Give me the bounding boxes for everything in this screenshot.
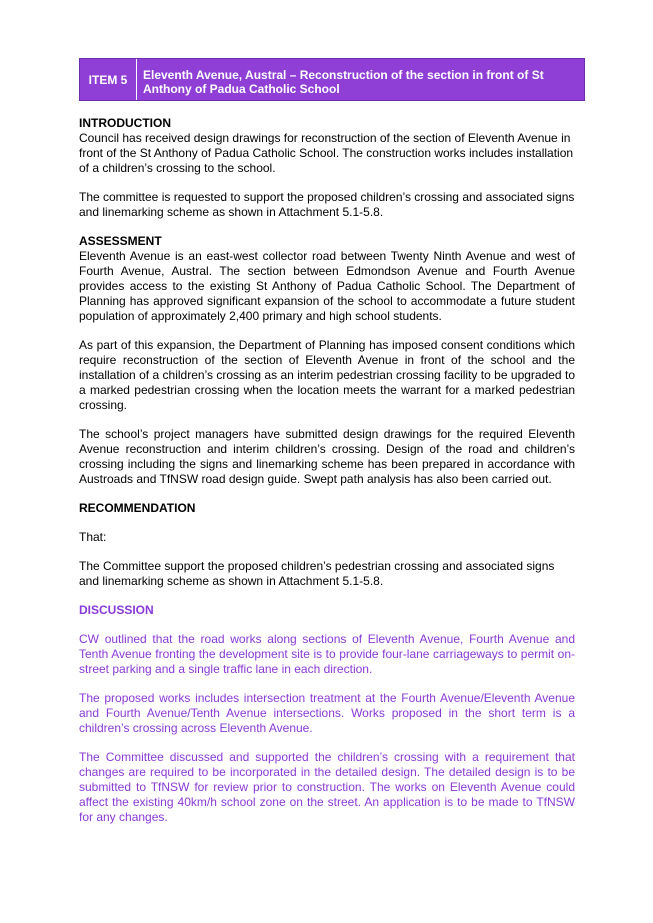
discussion-paragraph-2: The proposed works includes intersection treatment at the Fourth Avenue/Eleventh Avenue and Fourth Avenue/Tenth Avenue intersections. Works proposed in the short term is a children’s crossing across Eleventh Avenue. — [79, 691, 575, 735]
introduction-paragraph-1: Council has received design drawings for reconstruction of the section of Eleventh Avenue in front of the St Anthony of Padua Catholic School. The construction works includes installation of a children’s crossing to the school. — [79, 131, 574, 175]
introduction-heading: INTRODUCTION — [79, 116, 171, 130]
discussion-heading: DISCUSSION — [79, 603, 154, 617]
item-header — [79, 58, 585, 101]
item-number: ITEM 5 — [80, 59, 137, 100]
assessment-paragraph-3: The school’s project managers have submitted design drawings for the required Eleventh Avenue reconstruction and interim children’s crossing. Design of the road and children’s crossing including the signs and linemarking scheme has been prepared in accordance with Austroads and TfNSW road design guide. Swept path analysis has also been carried out. — [79, 427, 575, 486]
assessment-paragraph-2: As part of this expansion, the Department of Planning has imposed consent conditions which require reconstruction of the section of Eleventh Avenue in front of the school and the installation of a children’s crossing as an interim pedestrian crossing facility to be upgraded to a marked pedestrian crossing when the location meets the warrant for a marked pedestrian crossing. — [79, 338, 575, 412]
assessment-paragraph-1: Eleventh Avenue is an east-west collector road between Twenty Ninth Avenue and west of Fourth Avenue, Austral. The section between Edmondson Avenue and Fourth Avenue provides access to the existing St Anthony of Padua Catholic School. The Department of Planning has approved significant expansion of the school to accommodate a future student population of approximately 2,400 primary and high school students. — [79, 249, 575, 323]
discussion-paragraph-3: The Committee discussed and supported the children’s crossing with a requirement that changes are required to be incorporated in the detailed design. The detailed design is to be submitted to TfNSW for review prior to construction. The works on Eleventh Avenue could affect the existing 40km/h school zone on the street. An application is to be made to TfNSW for any changes. — [79, 750, 575, 824]
recommendation-text: The Committee support the proposed children’s pedestrian crossing and associated signs and linemarking scheme as shown in Attachment 5.1-5.8. — [79, 559, 555, 588]
item-title: Eleventh Avenue, Austral – Reconstruction of the section in front of St Anthony of Padua Catholic School — [137, 59, 584, 100]
document-body — [79, 116, 575, 825]
discussion-paragraph-1: CW outlined that the road works along sections of Eleventh Avenue, Fourth Avenue and Tenth Avenue fronting the development site is to provide four-lane carriageways to permit on-street parking and a single traffic lane in each direction. — [79, 632, 575, 676]
recommendation-that: That: — [79, 530, 107, 544]
recommendation-heading: RECOMMENDATION — [79, 501, 196, 515]
introduction-paragraph-2: The committee is requested to support the proposed children’s crossing and associated signs and linemarking scheme as shown in Attachment 5.1-5.8. — [79, 190, 575, 219]
assessment-heading: ASSESSMENT — [79, 234, 162, 248]
